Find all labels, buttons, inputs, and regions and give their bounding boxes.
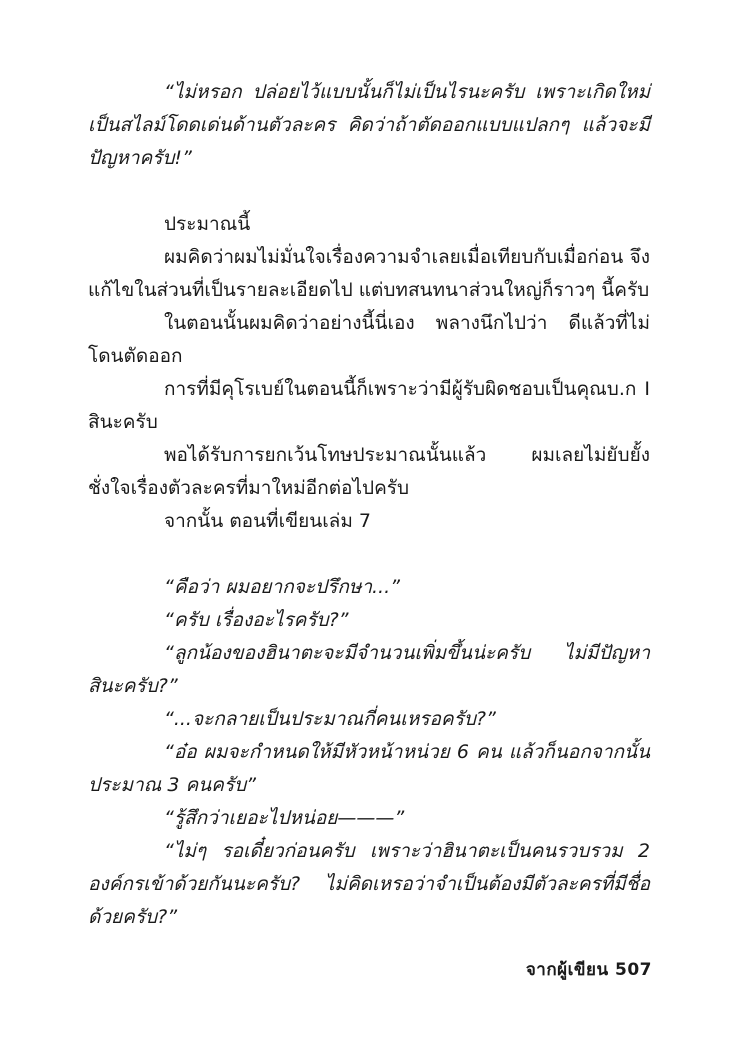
blank-line: [88, 538, 650, 571]
dialogue-6: “รู้สึกว่าเยอะไปหน่อย———”: [164, 807, 405, 829]
blank-line: [88, 175, 650, 208]
dialogue-4: “...จะกลายเป็นประมาณกี่คนเหรอครับ?”: [164, 708, 496, 730]
dialogue-3: “ลูกน้องของฮินาตะจะมีจำนวนเพิ่มขึ้นน่ะครับ ไม่มีปัญหาสินะครับ?”: [88, 642, 650, 697]
dialogue-7: “ไม่ๆ รอเดี๋ยวก่อนครับ เพราะว่าฮินาตะเป็นคนรวบรวม 2 องค์กรเข้าด้วยกันนะครับ? ไม่คิดเหรอว่าจำเป็นต้องมีตัวละครที่มีชื่อด้วยครับ?”: [88, 840, 650, 928]
paragraph-7: จากนั้น ตอนที่เขียนเล่ม 7: [164, 510, 371, 532]
dialogue-5: “อ๋อ ผมจะกำหนดให้มีหัวหน้าหน่วย 6 คน แล้วก็นอกจากนั้นประมาณ 3 คนครับ”: [88, 741, 650, 796]
paragraph-6: พอได้รับการยกเว้นโทษประมาณนั้นแล้ว ผมเลยไม่ยับยั้งชั่งใจเรื่องตัวละครที่มาใหม่อีกต่อไปครับ: [88, 444, 650, 499]
paragraph-1: “ไม่หรอก ปล่อยไว้แบบนั้นก็ไม่เป็นไรนะครับ เพราะเกิดใหม่เป็นสไลม์โดดเด่นด้านตัวละคร คิดว่าถ้าตัดออกแบบแปลกๆ แล้วจะมีปัญหาครับ!”: [88, 81, 650, 169]
paragraph-3: ผมคิดว่าผมไม่มั่นใจเรื่องความจำเลยเมื่อเทียบกับเมื่อก่อน จึงแก้ไขในส่วนที่เป็นรายละเอียดไป แต่บทสนทนาส่วนใหญ่ก็ราวๆ นี้ครับ: [88, 246, 650, 301]
paragraph-2: ประมาณนี้: [164, 213, 251, 235]
page-body: [88, 76, 650, 934]
page-footer: จากผู้เขียน 507: [525, 960, 652, 980]
dialogue-2: “ครับ เรื่องอะไรครับ?”: [164, 609, 349, 631]
paragraph-4: ในตอนนั้นผมคิดว่าอย่างนี้นี่เอง พลางนึกไปว่า ดีแล้วที่ไม่โดนตัดออก: [88, 312, 650, 367]
dialogue-1: “คือว่า ผมอยากจะปรึกษา...”: [164, 576, 400, 598]
paragraph-5: การที่มีคุโรเบย์ในตอนนี้ก็เพราะว่ามีผู้รับผิดชอบเป็นคุณบ.ก I สินะครับ: [88, 378, 650, 433]
